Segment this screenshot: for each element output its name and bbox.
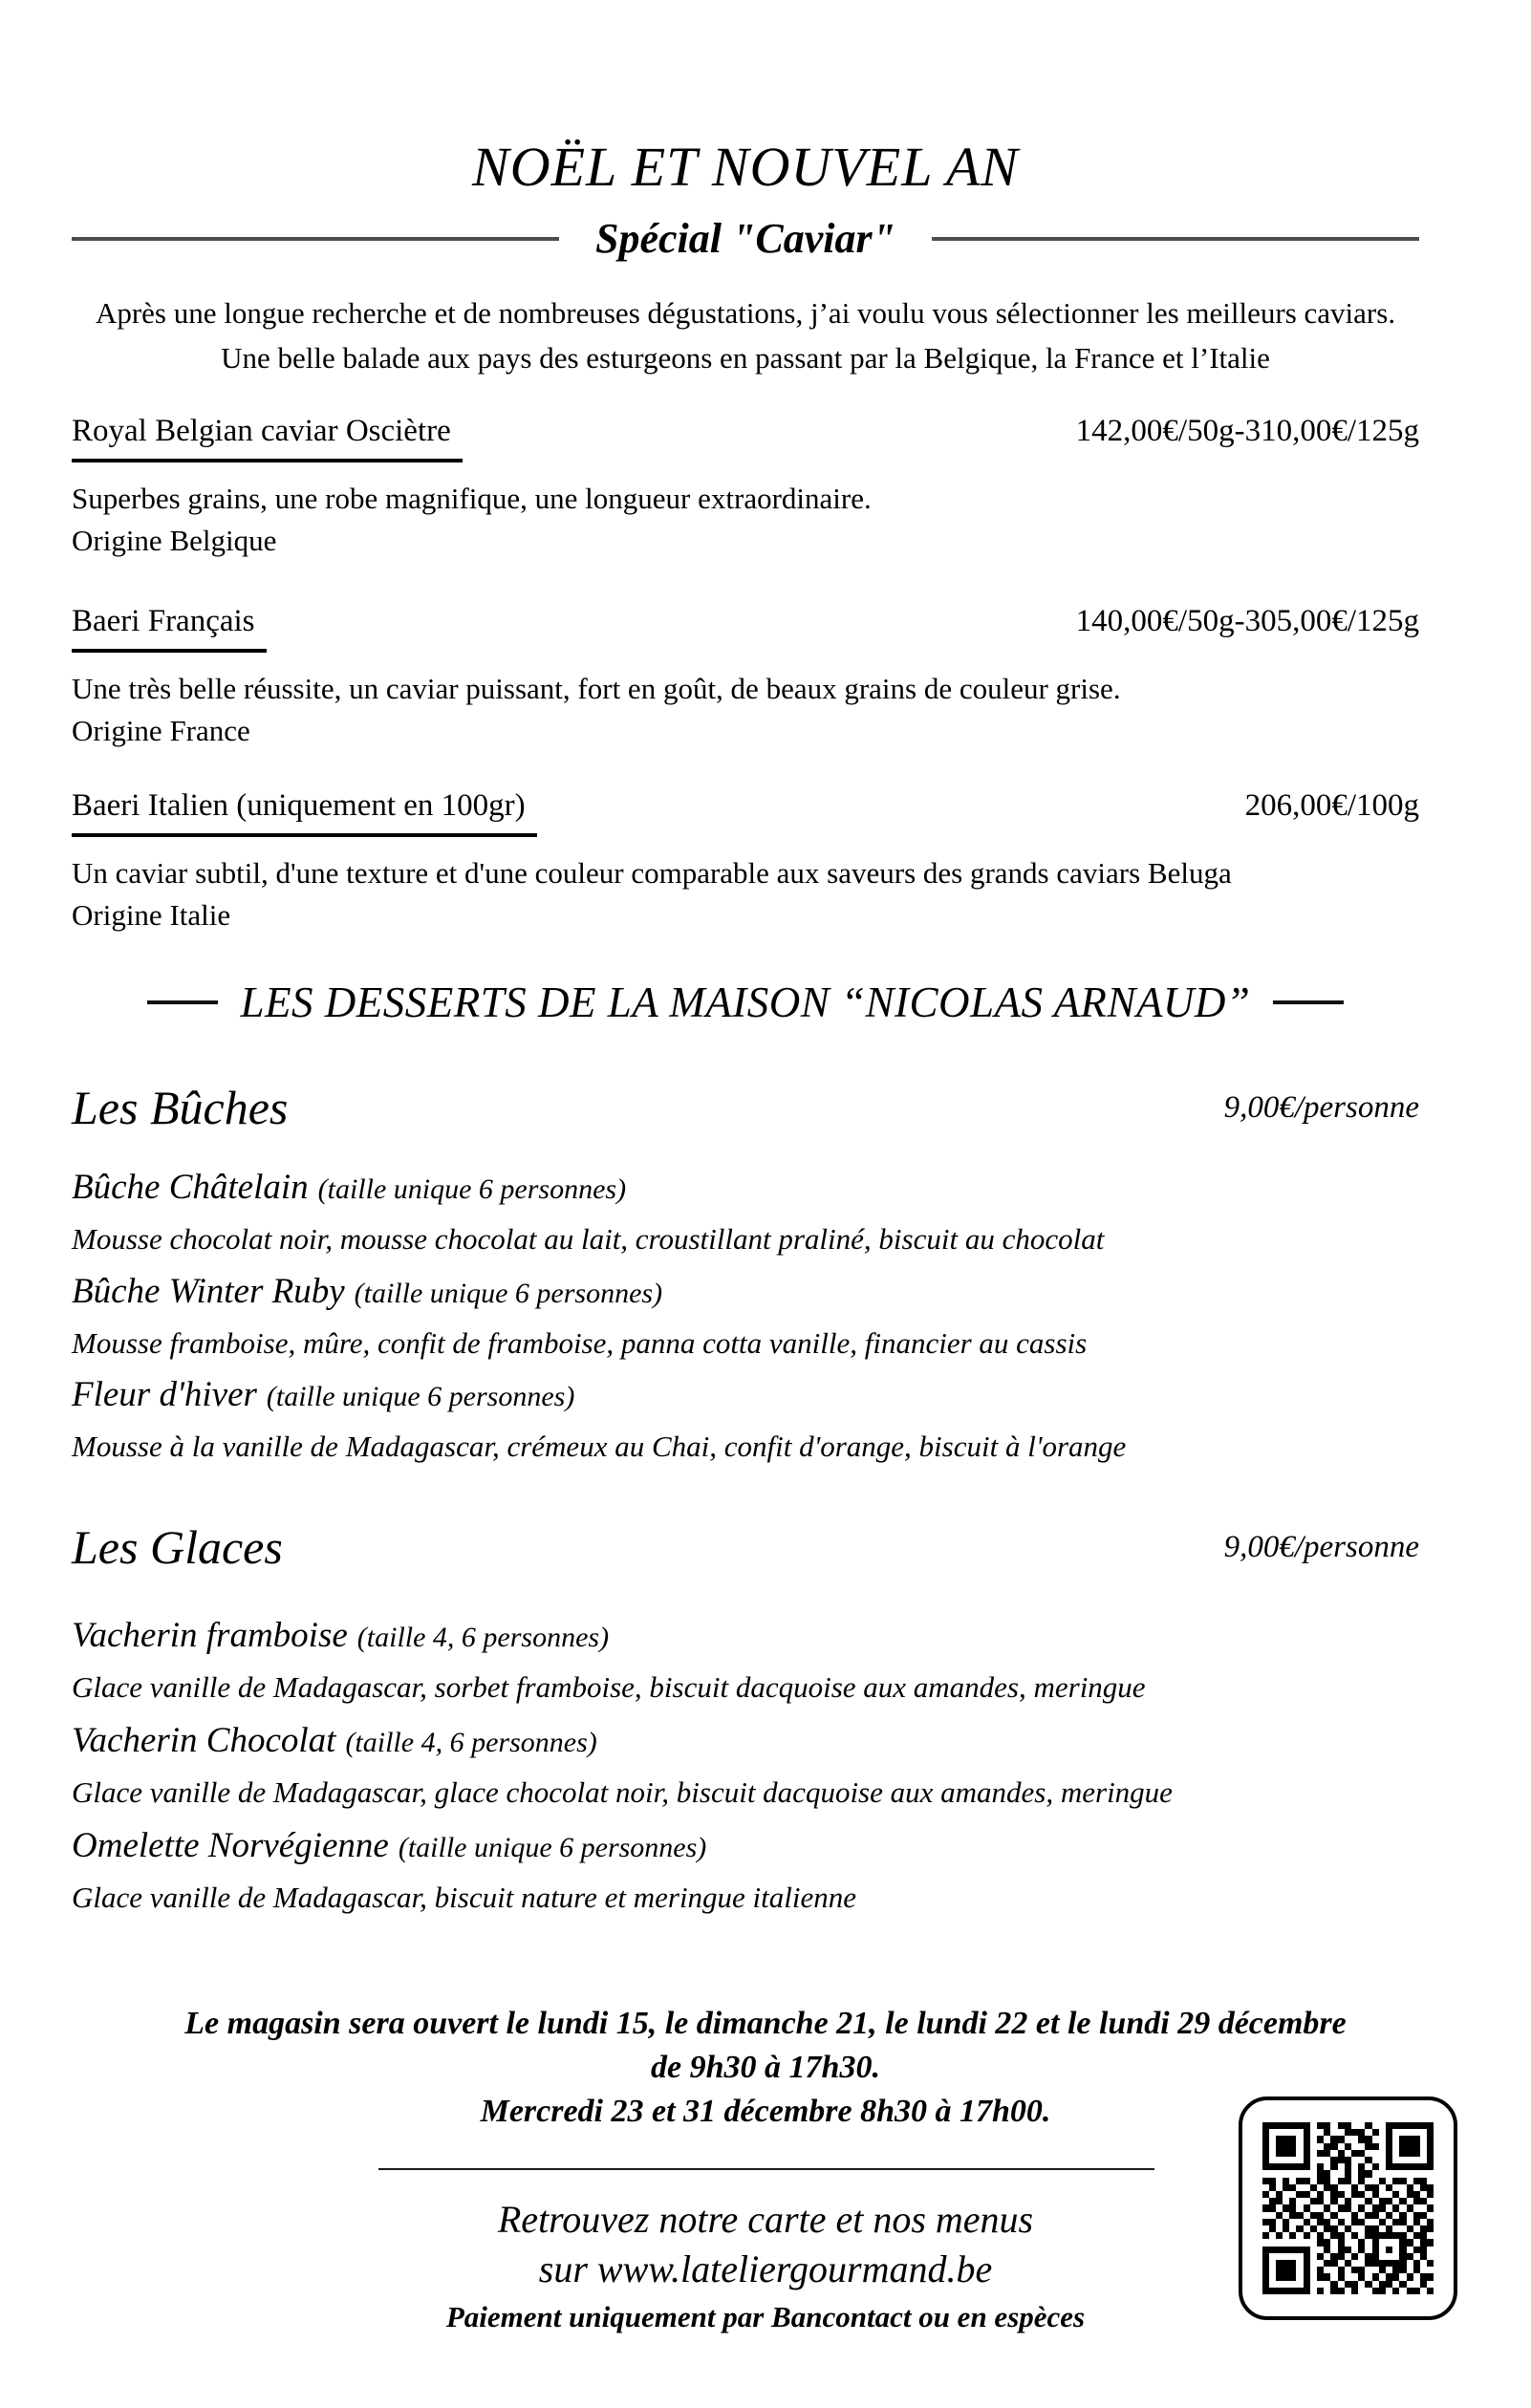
dessert-item [72,1720,1419,1814]
dessert-item-description: Glace vanille de Madagascar, sorbet framboise, biscuit dacquoise aux amandes, meringue [72,1670,1146,1704]
footer-line-1: Retrouvez notre carte et nos menus [497,2198,1034,2241]
desserts-heading-row [72,980,1419,1024]
caviar-item-origin: Origine Belgique [72,524,277,557]
caviar-item-header [72,786,1419,837]
subtitle-row [72,216,1419,262]
dessert-item-title [72,1167,1419,1211]
dessert-item-description: Glace vanille de Madagascar, glace chocolat noir, biscuit dacquoise aux amandes, meringue [72,1775,1173,1809]
dessert-item-description: Mousse chocolat noir, mousse chocolat au lait, croustillant praliné, biscuit au chocolat [72,1222,1105,1256]
caviar-item [72,786,1419,936]
caviar-item-description: Un caviar subtil, d'une texture et d'une couleur comparable aux saveurs des grands caviars Beluga [72,856,1232,890]
caviar-item-price: 140,00€/50g-305,00€/125g [1075,604,1419,638]
dessert-item-title [72,1271,1419,1315]
dessert-item-name: Vacherin framboise [72,1616,348,1655]
dessert-item-name: Omelette Norvégienne [72,1826,389,1865]
dessert-item-size: (taille unique 6 personnes) [354,1278,663,1309]
dessert-item-name: Bûche Châtelain [72,1168,309,1207]
section-header-glaces [72,1522,1419,1572]
footer-website: sur www.lateliergourmand.be [538,2247,993,2290]
caviar-item-description: Une très belle réussite, un caviar puissant, fort en goût, de beaux grains de couleur grise. [72,672,1121,705]
dessert-item [72,1615,1419,1709]
dessert-item-size: (taille 4, 6 personnes) [345,1727,597,1758]
page-title: NOËL ET NOUVEL AN [472,136,1019,198]
dessert-item-size: (taille unique 6 personnes) [266,1381,575,1412]
intro-paragraph [72,290,1419,380]
dessert-item [72,1374,1419,1468]
dessert-item [72,1167,1419,1260]
notice-line-2: de 9h30 à 17h30. [651,2050,880,2085]
intro-line-1: Après une longue recherche et de nombreuses dégustations, j’ai voulu vous sélectionner les meilleurs caviars. [95,296,1396,330]
dessert-item-description: Glace vanille de Madagascar, biscuit nature et meringue italienne [72,1881,857,1914]
section-title: Les Glaces [72,1520,283,1574]
caviar-item-name: Royal Belgian caviar Osciètre [72,412,463,462]
dessert-item-description: Mousse à la vanille de Madagascar, crémeux au Chai, confit d'orange, biscuit à l'orange [72,1430,1127,1463]
dessert-item-size: (taille 4, 6 personnes) [356,1622,610,1653]
section-header-buches [72,1083,1419,1132]
desserts-dash-right [1273,1000,1344,1004]
dessert-item-title [72,1720,1419,1764]
dessert-item-size: (taille unique 6 personnes) [398,1832,707,1863]
caviar-item [72,602,1419,752]
caviar-item-price: 142,00€/50g-310,00€/125g [1075,414,1419,448]
dessert-item [72,1271,1419,1365]
dessert-item-name: Vacherin Chocolat [72,1721,336,1760]
dessert-item-title [72,1374,1419,1418]
caviar-item-description: Superbes grains, une robe magnifique, une longueur extraordinaire. [72,482,872,515]
dessert-item-name: Fleur d'hiver [72,1375,257,1414]
section-title: Les Bûches [72,1081,289,1134]
qr-code [1239,2096,1457,2320]
caviar-item-header [72,412,1419,462]
subtitle-rule-right [932,237,1419,241]
dessert-item-title [72,1825,1419,1869]
dessert-item [72,1825,1419,1919]
section-price: 9,00€/personne [1223,1089,1419,1125]
subtitle-rule-left [72,237,559,241]
desserts-dash-left [147,1000,218,1004]
dessert-item-description: Mousse framboise, mûre, confit de framboise, panna cotta vanille, financier au cassis [72,1326,1088,1360]
caviar-item-origin: Origine France [72,714,250,747]
intro-line-2: Une belle balade aux pays des esturgeons en passant par la Belgique, la France et l’Italie [221,341,1270,375]
desserts-heading: LES DESSERTS DE LA MAISON “NICOLAS ARNAUD” [240,978,1251,1026]
footer-divider [378,2168,1154,2170]
section-price: 9,00€/personne [1223,1529,1419,1564]
notice-line-1: Le magasin sera ouvert le lundi 15, le dimanche 21, le lundi 22 et le lundi 29 décembre [184,2006,1347,2041]
caviar-item-name: Baeri Italien (uniquement en 100gr) [72,786,537,837]
caviar-item-header [72,602,1419,653]
qr-code-grid [1262,2122,1434,2294]
notice-line-3: Mercredi 23 et 31 décembre 8h30 à 17h00. [480,2094,1051,2129]
dessert-item-title [72,1615,1419,1659]
caviar-item-price: 206,00€/100g [1244,788,1419,823]
dessert-item-name: Bûche Winter Ruby [72,1272,345,1311]
caviar-item-origin: Origine Italie [72,898,231,932]
dessert-item-size: (taille unique 6 personnes) [317,1173,627,1205]
caviar-item [72,412,1419,562]
page-subtitle: Spécial "Caviar" [594,215,896,262]
caviar-item-name: Baeri Français [72,602,267,653]
payment-notice: Paiement uniquement par Bancontact ou en espèces [445,2300,1086,2333]
